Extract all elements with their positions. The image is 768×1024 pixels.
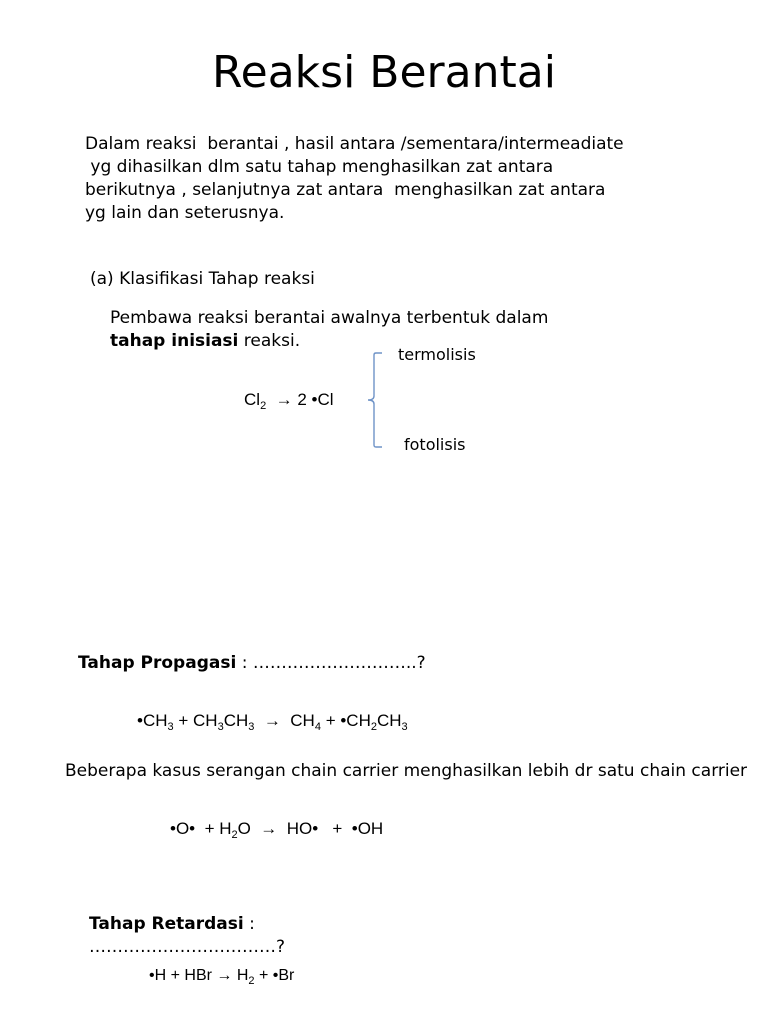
option-fotolisis: fotolisis: [404, 435, 466, 454]
arrow-icon: →: [275, 390, 293, 409]
eq-part: •H + HBr → H: [149, 967, 249, 984]
propagation-heading: [78, 653, 426, 673]
section-a-line-rest: reaksi.: [238, 331, 301, 351]
eq-part: + CH: [173, 711, 218, 730]
note-text: Beberapa kasus serangan chain carrier menghasilkan lebih dr satu chain carrier: [65, 761, 748, 781]
intro-line: yg dihasilkan dlm satu tahap menghasilkan zat antara: [85, 157, 554, 177]
eq-subscript: 2: [260, 400, 267, 412]
eq-subscript: 2: [231, 829, 238, 841]
initiation-term: tahap inisiasi: [110, 331, 239, 351]
eq-part: •CH: [137, 711, 168, 730]
initiation-equation: [244, 390, 334, 410]
section-a-line: [110, 330, 548, 353]
eq-product: 2 •Cl: [297, 390, 334, 409]
retardation-heading: [89, 913, 285, 959]
eq-part: + •CH: [320, 711, 371, 730]
retardation-rest: :: [243, 914, 255, 934]
eq-part: + •Br: [254, 967, 295, 984]
eq-part: CH: [223, 711, 249, 730]
intro-line: berikutnya , selanjutnya zat antara menghasilkan zat antara: [85, 180, 606, 200]
retardation-label: Tahap Retardasi: [89, 914, 244, 934]
curly-brace-icon: [362, 350, 386, 452]
retardation-blank: ……………………………?: [89, 937, 286, 957]
propagation-rest: : ………………………..?: [236, 653, 426, 673]
eq-part: O → HO• + •OH: [237, 819, 384, 838]
retardation-equation: [149, 967, 294, 985]
eq-part: •O• + H: [170, 819, 232, 838]
propagation-label: Tahap Propagasi: [78, 653, 237, 673]
section-a-heading: (a) Klasifikasi Tahap reaksi: [90, 269, 315, 289]
eq-subscript: 3: [401, 721, 408, 733]
section-a-text: [110, 307, 548, 353]
option-termolisis: termolisis: [398, 345, 476, 364]
page-title: Reaksi Berantai: [212, 47, 556, 98]
oxygen-equation: [170, 819, 383, 839]
eq-part: → CH: [254, 711, 315, 730]
intro-line: yg lain dan seterusnya.: [85, 203, 285, 223]
eq-subscript: 3: [248, 721, 255, 733]
eq-part: CH: [376, 711, 402, 730]
intro-paragraph: [85, 133, 624, 225]
propagation-equation: [137, 711, 408, 731]
eq-subscript: 3: [217, 721, 224, 733]
eq-subscript: 2: [248, 975, 255, 987]
eq-subscript: 4: [314, 721, 321, 733]
intro-line: Dalam reaksi berantai , hasil antara /sementara/intermeadiate: [85, 134, 624, 154]
eq-subscript: 3: [167, 721, 174, 733]
section-a-line: Pembawa reaksi berantai awalnya terbentuk dalam: [110, 308, 549, 328]
eq-reactant: Cl: [244, 390, 261, 409]
eq-subscript: 2: [370, 721, 377, 733]
